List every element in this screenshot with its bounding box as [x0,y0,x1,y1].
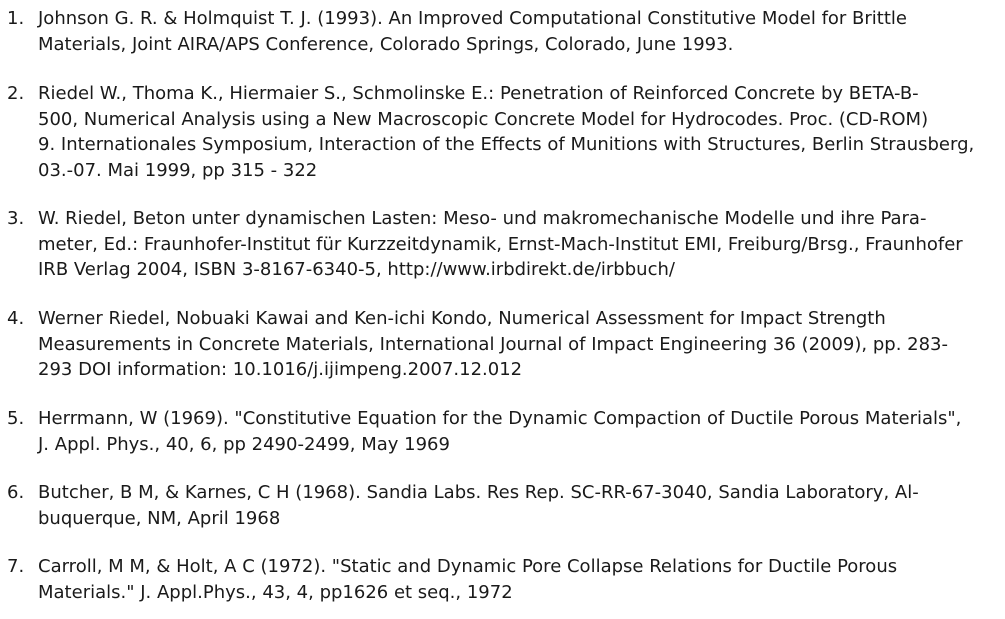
reference-text [38,480,1000,531]
reference-line: J. Appl. Phys., 40, 6, pp 2490-2499, May 1969 [38,433,450,455]
reference-line: 03.-07. Mai 1999, pp 315 - 322 [38,159,318,181]
reference-line: Johnson G. R. & Holmquist T. J. (1993). An Improved Computational Constitutive Model for Brittle [38,8,907,29]
reference-number: 2. [7,83,25,104]
reference-line: 500, Numerical Analysis using a New Macroscopic Concrete Model for Hydrocodes. Proc. (CD-ROM) [38,108,929,130]
reference-text [38,406,1000,457]
reference-line: Materials, Joint AIRA/APS Conference, Colorado Springs, Colorado, June 1993. [38,33,734,55]
reference-number: 5. [7,408,25,429]
reference-text [38,206,1000,283]
reference-line: 293 DOI information: 10.1016/j.ijimpeng.2007.12.012 [38,359,523,381]
reference-text [38,306,1000,383]
reference-line: Herrmann, W (1969). "Constitutive Equation for the Dynamic Compaction of Ductile Porous Materials", [38,408,962,429]
reference-line: buquerque, NM, April 1968 [38,507,281,529]
reference-text [38,554,1000,605]
reference-number: 4. [7,308,25,329]
reference-line: Riedel W., Thoma K., Hiermaier S., Schmolinske E.: Penetration of Reinforced Concrete by BETA-B- [38,83,919,104]
reference-line: Measurements in Concrete Materials, International Journal of Impact Engineering 36 (2009), pp. 283- [38,333,948,355]
reference-line: W. Riedel, Beton unter dynamischen Lasten: Meso- und makromechanische Modelle und ihre Para- [38,208,927,229]
reference-line: 9. Internationales Symposium, Interaction of the Effects of Munitions with Structures, Berlin Strausberg, [38,134,975,156]
reference-line: Carroll, M M, & Holt, A C (1972). "Static and Dynamic Pore Collapse Relations for Ductile Porous [38,556,898,577]
reference-line: Materials." J. Appl.Phys., 43, 4, pp1626 et seq., 1972 [38,581,513,603]
reference-line: Werner Riedel, Nobuaki Kawai and Ken-ichi Kondo, Numerical Assessment for Impact Strength [38,308,886,329]
reference-line: meter, Ed.: Fraunhofer-Institut für Kurzzeitdynamik, Ernst-Mach-Institut EMI, Freiburg/Brsg., Fraunhofer [38,233,963,255]
reference-number: 3. [7,208,25,229]
reference-text [38,6,1000,57]
reference-line: Butcher, B M, & Karnes, C H (1968). Sandia Labs. Res Rep. SC-RR-67-3040, Sandia Laboratory, Al- [38,482,919,503]
reference-line: IRB Verlag 2004, ISBN 3-8167-6340-5, http://www.irbdirekt.de/irbbuch/ [38,259,675,281]
reference-number: 7. [7,556,25,577]
reference-number: 1. [7,8,25,29]
reference-number: 6. [7,482,25,503]
reference-text [38,81,1000,183]
